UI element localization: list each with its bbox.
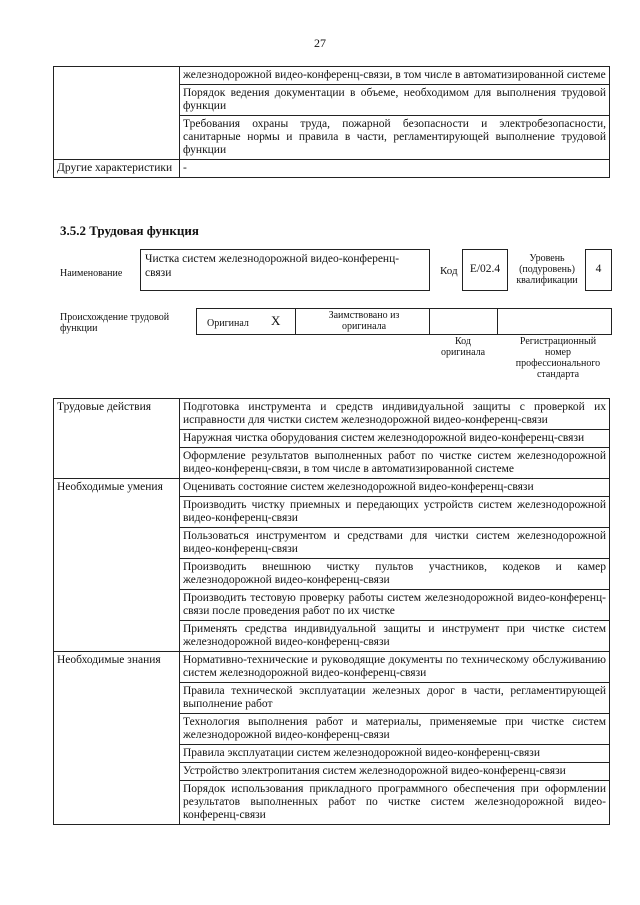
level-value: 4 [585, 249, 612, 291]
name-value: Чистка систем железнодорожной видео-конференц-связи [140, 249, 430, 291]
table-cell: Наружная чистка оборудования систем железнодорожной видео-конференц-связи [180, 430, 610, 448]
table-cell: Производить чистку приемных и передающих устройств систем железнодорожной видео-конференц-связи [180, 497, 610, 528]
table-cell: Устройство электропитания систем железнодорожной видео-конференц-связи [180, 763, 610, 781]
original-mark: X [271, 313, 281, 328]
page-number: 27 [314, 36, 326, 50]
table-cell: Подготовка инструмента и средств индивидуальной защиты с проверкой их исправности для чистки систем железнодорожной видео-конференц-связи [180, 399, 610, 430]
table-cell: Производить внешнюю чистку пультов участников, кодеков и камер железнодорожной видео-конференц-связи [180, 559, 610, 590]
table-cell: Оформление результатов выполненных работ по чистке систем железнодорожной видео-конференц-связи, в том числе в автоматизированной системе [180, 448, 610, 479]
table-cell: Оценивать состояние систем железнодорожной видео-конференц-связи [180, 479, 610, 497]
code-caption: Код оригинала [440, 336, 486, 358]
table-row [54, 652, 610, 683]
table-cell: Правила эксплуатации систем железнодорожной видео-конференц-связи [180, 745, 610, 763]
main-table [53, 398, 610, 825]
table-row [54, 160, 610, 178]
original-label: Оригинал [207, 318, 249, 329]
group-label: Трудовые действия [54, 399, 180, 479]
origin-boxes [196, 308, 612, 335]
table-cell: Производить тестовую проверку работы систем железнодорожной видео-конференц-связи после проведения работ по их чистке [180, 590, 610, 621]
level-label: Уровень (подуровень) квалификации [516, 253, 578, 286]
table-cell: Применять средства индивидуальной защиты и инструмент при чистке систем железнодорожной видео-конференц-связи [180, 621, 610, 652]
code-value: E/02.4 [462, 249, 508, 291]
table-cell: Требования охраны труда, пожарной безопасности и электробезопасности, санитарные нормы и правила в части, регламентирующей выполнение трудовой функции [180, 116, 610, 160]
borrowed-label: Заимствовано из оригинала [328, 310, 400, 332]
table-cell: Пользоваться инструментом и средствами для чистки систем железнодорожной видео-конференц-связи [180, 528, 610, 559]
name-label: Наименование [60, 268, 123, 279]
table-cell: Правила технической эксплуатации железных дорог в части, регламентирующей выполнение работ [180, 683, 610, 714]
group-label: Необходимые знания [54, 652, 180, 825]
table-row [54, 399, 610, 430]
code-label: Код [440, 265, 458, 277]
table-cell: - [180, 160, 610, 178]
top-table [53, 66, 610, 178]
section-title: 3.5.2 Трудовая функция [60, 223, 199, 238]
table-cell: Порядок использования прикладного программного обеспечения при оформлении результатов выполненных работ по чистке систем железнодорожной видео-конференц-связи [180, 781, 610, 825]
table-cell: Технология выполнения работ и материалы, применяемые при чистке систем железнодорожной видео-конференц-связи [180, 714, 610, 745]
row-label: Другие характеристики [54, 160, 180, 178]
table-row [54, 67, 610, 85]
table-cell: Порядок ведения документации в объеме, необходимом для выполнения трудовой функции [180, 85, 610, 116]
origin-label: Происхождение трудовой функции [60, 312, 170, 334]
table-cell: Нормативно-технические и руководящие документы по техническому обслуживанию систем железнодорожной видео-конференц-связи [180, 652, 610, 683]
row-label [54, 67, 180, 160]
table-cell: железнодорожной видео-конференц-связи, в том числе в автоматизированной системе [180, 67, 610, 85]
reg-caption: Регистрационный номер профессионального стандарта [515, 336, 601, 380]
group-label: Необходимые умения [54, 479, 180, 652]
table-row [54, 479, 610, 497]
